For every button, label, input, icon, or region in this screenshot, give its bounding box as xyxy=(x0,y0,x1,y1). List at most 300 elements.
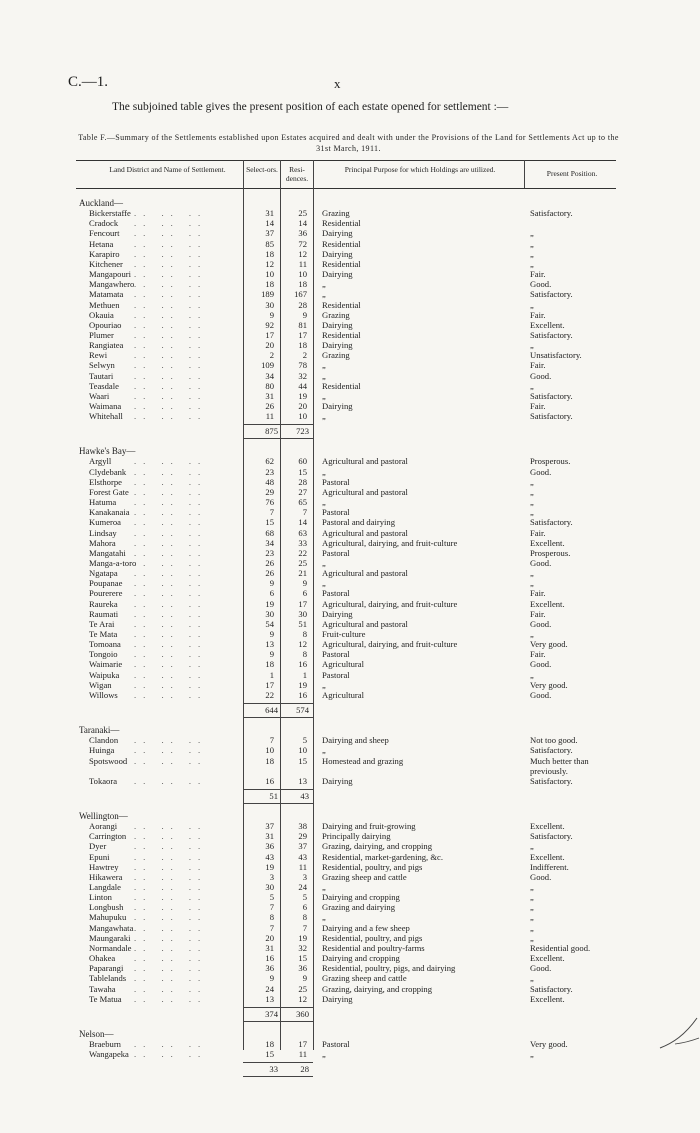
purpose-value: Dairying xyxy=(322,340,353,351)
settlement-name: Te Mata xyxy=(89,629,118,639)
table-row xyxy=(0,973,700,983)
table-row xyxy=(0,629,700,639)
leader-dots: .. .. .. xyxy=(134,411,208,422)
selectors-value: 20 xyxy=(265,340,274,351)
purpose-value: Pastoral xyxy=(322,547,350,558)
table-row xyxy=(0,1039,700,1049)
leader-dots: .. .. .. xyxy=(134,871,208,882)
residences-value: 17 xyxy=(298,1038,307,1049)
table-row xyxy=(0,507,700,517)
table-row xyxy=(0,548,700,558)
purpose-value: „ xyxy=(322,289,326,300)
leader-dots: .. .. .. xyxy=(134,557,208,568)
table-row xyxy=(0,776,700,786)
leader-dots: .. .. .. xyxy=(134,689,208,700)
purpose-value: Pastoral xyxy=(322,1038,350,1049)
position-value: Very good. xyxy=(530,679,568,690)
residences-value: 19 xyxy=(298,679,307,690)
residences-value: 12 xyxy=(298,639,307,650)
selectors-value: 34 xyxy=(265,537,274,548)
position-value: Good. xyxy=(530,871,552,882)
leader-dots: .. .. .. xyxy=(134,309,208,320)
selectors-value: 30 xyxy=(265,608,274,619)
leader-dots: .. .. .. xyxy=(134,775,208,786)
purpose-value: „ xyxy=(322,578,326,589)
leader-dots: .. .. .. xyxy=(134,598,208,609)
purpose-value: Agricultural, dairying, and fruit-culture xyxy=(322,639,458,650)
selectors-value: 18 xyxy=(265,659,274,670)
table-row xyxy=(0,360,700,370)
table-row xyxy=(0,933,700,943)
settlement-name: Tablelands xyxy=(89,973,127,984)
position-value: „ xyxy=(530,507,534,518)
selectors-value: 23 xyxy=(265,466,274,477)
purpose-value: Pastoral xyxy=(322,588,350,599)
selectors-value: 92 xyxy=(265,319,274,330)
residences-value: 43 xyxy=(298,851,307,862)
position-value: „ xyxy=(530,922,534,933)
selectors-value: 31 xyxy=(265,942,274,953)
purpose-value: Dairying xyxy=(322,401,353,411)
position-value: Satisfactory. xyxy=(530,745,573,756)
settlement-name: Carrington xyxy=(89,831,127,842)
settlement-name: Hikawera xyxy=(89,871,123,882)
selectors-value: 30 xyxy=(265,882,274,892)
residences-value: 11 xyxy=(298,258,307,269)
page-reference: C.—1. xyxy=(68,74,109,90)
purpose-value: „ xyxy=(322,390,326,401)
leader-dots: .. .. .. xyxy=(134,269,208,280)
position-value: Much better than xyxy=(530,755,589,766)
leader-dots: .. .. .. xyxy=(134,370,208,381)
residences-value: 38 xyxy=(298,821,307,832)
total-selectors: 875 xyxy=(265,426,278,437)
leader-dots: .. .. .. xyxy=(134,629,208,639)
purpose-value: „ xyxy=(322,370,326,381)
selectors-value: 15 xyxy=(265,517,274,528)
selectors-value: 13 xyxy=(265,993,274,1004)
residences-value: 15 xyxy=(298,755,307,766)
position-value: „ xyxy=(530,629,534,639)
purpose-value: Agricultural and pastoral xyxy=(322,456,408,467)
residences-value: 27 xyxy=(298,486,307,497)
position-value: Good. xyxy=(530,689,552,700)
residences-value: 10 xyxy=(298,269,307,280)
position-value: „ xyxy=(530,892,534,903)
residences-value: 15 xyxy=(298,466,307,477)
selectors-value: 22 xyxy=(265,689,274,700)
settlement-name: Karapiro xyxy=(89,248,120,259)
table-row xyxy=(0,381,700,391)
table-row xyxy=(0,902,700,912)
purpose-value: Dairying xyxy=(322,248,353,259)
purpose-value: Pastoral xyxy=(322,649,350,660)
settlement-name: Clydebank xyxy=(89,466,127,477)
table-row xyxy=(0,208,700,218)
table-row xyxy=(0,735,700,745)
position-value: „ xyxy=(530,238,534,249)
residences-value: 10 xyxy=(298,411,307,422)
leader-dots: .. .. .. xyxy=(134,537,208,548)
leader-dots: .. .. .. xyxy=(134,228,208,239)
selectors-value: 18 xyxy=(265,755,274,766)
position-value: Excellent. xyxy=(530,953,565,964)
position-value: Satisfactory. xyxy=(530,775,573,786)
table-row xyxy=(0,1049,700,1059)
residences-value: 8 xyxy=(302,912,307,923)
position-value: „ xyxy=(530,299,534,310)
settlement-name: Pourerere xyxy=(89,588,123,599)
purpose-value: Agricultural, dairying, and fruit-culture xyxy=(322,537,458,548)
position-value: Fair. xyxy=(530,309,546,320)
table-row xyxy=(0,538,700,548)
table-row xyxy=(0,756,700,766)
purpose-value: Pastoral and dairying xyxy=(322,517,396,528)
leader-dots: .. .. .. xyxy=(134,476,208,487)
settlement-name: Willows xyxy=(89,689,118,700)
table-row xyxy=(0,401,700,411)
selectors-value: 36 xyxy=(265,841,274,852)
leader-dots: .. .. .. xyxy=(134,299,208,310)
selectors-value: 19 xyxy=(265,598,274,609)
selectors-value: 15 xyxy=(265,1049,274,1060)
selectors-value: 85 xyxy=(265,238,274,249)
purpose-value: Agricultural xyxy=(322,689,364,700)
settlement-name: Tautari xyxy=(89,370,114,381)
table-row xyxy=(0,340,700,350)
settlement-name: Mangatahi xyxy=(89,547,126,558)
selectors-value: 7 xyxy=(269,902,274,913)
purpose-value: Dairying xyxy=(322,319,353,330)
settlement-name: Methuen xyxy=(89,299,120,310)
position-value: Fair. xyxy=(530,649,546,660)
table-row xyxy=(0,588,700,598)
residences-value: 24 xyxy=(298,882,307,892)
purpose-value: Dairying xyxy=(322,775,353,786)
purpose-value: Grazing xyxy=(322,309,350,320)
table-row xyxy=(0,994,700,1004)
settlement-name: Whitehall xyxy=(89,411,123,422)
leader-dots: .. .. .. xyxy=(134,507,208,518)
table-row xyxy=(0,766,700,776)
purpose-value: Residential xyxy=(322,258,361,269)
selectors-value: 18 xyxy=(265,1038,274,1049)
position-value: Very good. xyxy=(530,1038,568,1049)
total-selectors: 374 xyxy=(265,1008,278,1019)
selectors-value: 36 xyxy=(265,963,274,974)
selectors-value: 80 xyxy=(265,380,274,391)
settlement-name: Selwyn xyxy=(89,360,115,371)
group-total xyxy=(243,789,313,804)
purpose-value: Dairying and a few sheep xyxy=(322,922,410,933)
settlement-name: Teasdale xyxy=(89,380,119,391)
settlement-name: Clandon xyxy=(89,735,119,746)
purpose-value: Residential, market-gardening, &c. xyxy=(322,851,443,862)
selectors-value: 6 xyxy=(269,588,274,599)
residences-value: 8 xyxy=(302,649,307,660)
position-value: Not too good. xyxy=(530,735,578,746)
position-value: „ xyxy=(530,902,534,913)
residences-value: 21 xyxy=(298,568,307,579)
position-value: Excellent. xyxy=(530,598,565,609)
selectors-value: 3 xyxy=(269,871,274,882)
total-residences: 723 xyxy=(296,426,309,437)
selectors-value: 9 xyxy=(269,649,274,660)
selectors-value: 17 xyxy=(265,329,274,340)
selectors-value: 9 xyxy=(269,578,274,589)
table-row xyxy=(0,300,700,310)
table-caption: Table F.—Summary of the Settlements established upon Estates acquired and dealt with under the Provisions of the Land for Settlements Act up to the 31st March, 1911. xyxy=(78,133,619,153)
purpose-value: Pastoral xyxy=(322,476,350,487)
table-row xyxy=(0,943,700,953)
leader-dots: .. .. .. xyxy=(134,258,208,269)
leader-dots: .. .. .. xyxy=(134,329,208,340)
table-row xyxy=(0,228,700,238)
settlement-name: Manga-a-toro xyxy=(89,557,137,568)
position-value: „ xyxy=(530,973,534,984)
residences-value: 13 xyxy=(298,775,307,786)
residences-value: 28 xyxy=(298,476,307,487)
purpose-value: Pastoral xyxy=(322,669,350,680)
settlement-name: Mangawhata xyxy=(89,922,134,933)
selectors-value: 109 xyxy=(261,360,274,371)
residences-value: 11 xyxy=(298,861,307,872)
position-value: Satisfactory. xyxy=(530,329,573,340)
table-row xyxy=(0,456,700,466)
table-row xyxy=(0,391,700,401)
residences-value: 7 xyxy=(302,507,307,518)
position-value: „ xyxy=(530,932,534,943)
settlement-name: Forest Gate xyxy=(89,486,129,497)
leader-dots: .. .. .. xyxy=(134,390,208,401)
table-row xyxy=(0,249,700,259)
residences-value: 9 xyxy=(302,309,307,320)
leader-dots: .. .. .. xyxy=(134,618,208,629)
leader-dots: .. .. .. xyxy=(134,993,208,1004)
leader-dots: .. .. .. xyxy=(134,401,208,411)
table-row xyxy=(0,350,700,360)
selectors-value: 26 xyxy=(265,568,274,579)
table-row xyxy=(0,862,700,872)
table-row xyxy=(0,821,700,831)
residences-value: 25 xyxy=(298,208,307,219)
leader-dots: .. .. .. xyxy=(134,892,208,903)
residences-value: 2 xyxy=(302,350,307,361)
leader-dots: .. .. .. xyxy=(134,1049,208,1060)
district-heading: Nelson— xyxy=(79,1028,114,1039)
settlement-name: Bickerstaffe xyxy=(89,208,131,219)
table-row xyxy=(0,371,700,381)
table-row xyxy=(0,517,700,527)
leader-dots: .. .. .. xyxy=(134,578,208,589)
residences-value: 9 xyxy=(302,973,307,984)
table-row xyxy=(0,639,700,649)
leader-dots: .. .. .. xyxy=(134,851,208,862)
settlement-name: Tawaha xyxy=(89,983,116,994)
leader-dots: .. .. .. xyxy=(134,973,208,984)
table-row xyxy=(0,528,700,538)
intro-text: The subjoined table gives the present position of each estate opened for settlement :— xyxy=(112,101,509,113)
position-value: Good. xyxy=(530,963,552,974)
selectors-value: 2 xyxy=(269,350,274,361)
residences-value: 3 xyxy=(302,871,307,882)
residences-value: 36 xyxy=(298,963,307,974)
table-row xyxy=(0,609,700,619)
position-value: Good. xyxy=(530,466,552,477)
purpose-value: „ xyxy=(322,882,326,892)
purpose-value: Residential xyxy=(322,218,361,229)
position-value: „ xyxy=(530,578,534,589)
district-heading: Wellington— xyxy=(79,810,128,821)
total-residences: 43 xyxy=(300,790,309,801)
settlement-name: Longbush xyxy=(89,902,124,913)
table-row xyxy=(0,745,700,755)
total-residences: 574 xyxy=(296,705,309,716)
selectors-value: 29 xyxy=(265,486,274,497)
selectors-value: 5 xyxy=(269,892,274,903)
settlement-name: Kitchener xyxy=(89,258,123,269)
settlement-name: Ngatapa xyxy=(89,568,118,579)
residences-value: 10 xyxy=(298,745,307,756)
selectors-value: 18 xyxy=(265,279,274,290)
selectors-value: 43 xyxy=(265,851,274,862)
position-value: Good. xyxy=(530,279,552,290)
settlement-name: Mahupuku xyxy=(89,912,127,923)
position-value: „ xyxy=(530,882,534,892)
purpose-value: Residential xyxy=(322,299,361,310)
leader-dots: .. .. .. xyxy=(134,679,208,690)
residences-value: 5 xyxy=(302,892,307,903)
selectors-value: 8 xyxy=(269,912,274,923)
table-row xyxy=(0,953,700,963)
settlement-name: Epuni xyxy=(89,851,110,862)
purpose-value: „ xyxy=(322,557,326,568)
purpose-value: Residential, poultry, pigs, and dairying xyxy=(322,963,456,974)
leader-dots: .. .. .. xyxy=(134,861,208,872)
leader-dots: .. .. .. xyxy=(134,649,208,660)
table-row xyxy=(0,578,700,588)
position-value: Fair. xyxy=(530,588,546,599)
purpose-value: Homestead and grazing xyxy=(322,755,404,766)
residences-value: 63 xyxy=(298,527,307,538)
position-value: Indifferent. xyxy=(530,861,569,872)
column-header-residences: Resi-dences. xyxy=(285,165,309,183)
selectors-value: 68 xyxy=(265,527,274,538)
table-row xyxy=(0,912,700,922)
settlement-name: Kumeroa xyxy=(89,517,121,528)
leader-dots: .. .. .. xyxy=(134,279,208,290)
residences-value: 20 xyxy=(298,401,307,411)
leader-dots: .. .. .. xyxy=(134,882,208,892)
column-header-purpose: Principal Purpose for which Holdings are utilized. xyxy=(344,165,496,174)
selectors-value: 17 xyxy=(265,679,274,690)
leader-dots: .. .. .. xyxy=(134,639,208,650)
position-value: Good. xyxy=(530,659,552,670)
settlement-name: Braeburn xyxy=(89,1038,121,1049)
residences-value: 19 xyxy=(298,390,307,401)
selectors-value: 48 xyxy=(265,476,274,487)
settlement-name: Kanakanaia xyxy=(89,507,130,518)
settlement-name: Aorangi xyxy=(89,821,118,832)
leader-dots: .. .. .. xyxy=(134,608,208,619)
leader-dots: .. .. .. xyxy=(134,659,208,670)
leader-dots: .. .. .. xyxy=(134,953,208,964)
position-value: Satisfactory. xyxy=(530,983,573,994)
selectors-value: 54 xyxy=(265,618,274,629)
position-value: Excellent. xyxy=(530,851,565,862)
table-row xyxy=(0,411,700,421)
settlement-name: Dyer xyxy=(89,841,107,852)
settlement-name: Wangapeka xyxy=(89,1049,129,1060)
position-value: Very good. xyxy=(530,639,568,650)
position-value: Satisfactory. xyxy=(530,208,573,219)
settlement-name: Waipuka xyxy=(89,669,120,680)
settlement-name: Hawtrey xyxy=(89,861,119,872)
purpose-value: Dairying xyxy=(322,608,353,619)
purpose-value: „ xyxy=(322,679,326,690)
position-value: Excellent. xyxy=(530,821,565,832)
position-value: „ xyxy=(530,340,534,351)
settlement-name: Okauia xyxy=(89,309,114,320)
district-heading: Hawke's Bay— xyxy=(79,446,136,457)
selectors-value: 23 xyxy=(265,547,274,558)
settlement-name: Plumer xyxy=(89,329,114,340)
leader-dots: .. .. .. xyxy=(134,497,208,508)
leader-dots: .. .. .. xyxy=(134,963,208,974)
leader-dots: .. .. .. xyxy=(134,821,208,832)
position-value: „ xyxy=(530,568,534,579)
table-row xyxy=(0,497,700,507)
position-value: Fair. xyxy=(530,527,546,538)
settlement-name: Raureka xyxy=(89,598,118,609)
settlement-name: Poupanae xyxy=(89,578,123,589)
settlement-name: Maungaraki xyxy=(89,932,131,943)
table-row xyxy=(0,841,700,851)
position-value: „ xyxy=(530,669,534,680)
selectors-value: 9 xyxy=(269,629,274,639)
purpose-value: Dairying xyxy=(322,228,353,239)
settlement-name: Lindsay xyxy=(89,527,117,538)
selectors-value: 24 xyxy=(265,983,274,994)
column-header-district: Land District and Name of Settlement. xyxy=(109,165,226,174)
selectors-value: 31 xyxy=(265,390,274,401)
selectors-value: 26 xyxy=(265,401,274,411)
selectors-value: 16 xyxy=(265,953,274,964)
selectors-value: 34 xyxy=(265,370,274,381)
leader-dots: .. .. .. xyxy=(134,340,208,351)
leader-dots: .. .. .. xyxy=(134,745,208,756)
table-row xyxy=(0,852,700,862)
leader-dots: .. .. .. xyxy=(134,218,208,229)
leader-dots: .. .. .. xyxy=(134,289,208,300)
table-row xyxy=(0,963,700,973)
residences-value: 36 xyxy=(298,228,307,239)
residences-value: 6 xyxy=(302,902,307,913)
settlement-name: Huinga xyxy=(89,745,115,756)
position-value: Good. xyxy=(530,618,552,629)
table-row xyxy=(0,269,700,279)
purpose-value: Grazing sheep and cattle xyxy=(322,871,407,882)
selectors-value: 19 xyxy=(265,861,274,872)
position-value: Fair. xyxy=(530,360,546,371)
residences-value: 17 xyxy=(298,329,307,340)
table-row xyxy=(0,289,700,299)
residences-value: 32 xyxy=(298,942,307,953)
position-value: Satisfactory. xyxy=(530,831,573,842)
residences-value: 60 xyxy=(298,456,307,467)
settlement-name: Waimarie xyxy=(89,659,123,670)
table-row xyxy=(0,984,700,994)
